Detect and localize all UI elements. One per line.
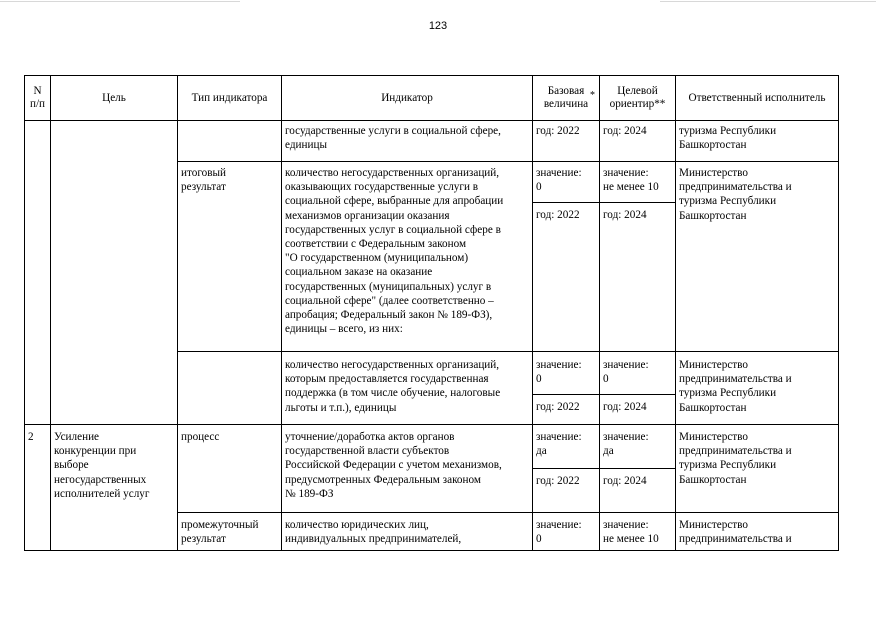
row5-executor: Министерство предпринимательства и [679,519,792,546]
grid-vline-target [675,75,676,551]
row2-base-year: год: 2022 [536,209,580,221]
row1-base-year: год: 2022 [536,125,580,137]
grid-hline-bottom [24,550,839,551]
header-base-value: Базовая величина [543,85,589,110]
grid-hline-row1-bottom [177,161,839,162]
row3-base-year: год: 2022 [536,401,580,413]
row4-executor: Министерство предпринимательства и туризма Республики Башкортостан [679,431,792,486]
scan-artifact-left [0,1,240,2]
row5-indicator-type: промежуточный результат [181,519,259,546]
header-base-footnote-mark: * [590,90,595,101]
grid-vline-type [281,75,282,551]
page-number: 123 [428,20,448,32]
row1-executor: туризма Республики Башкортостан [679,125,777,152]
row1-indicator: государственные услуги в социальной сфере, единицы [285,125,501,152]
row5-indicator: количество юридических лиц, индивидуальных предпринимателей, [285,519,462,546]
row4-base-year: год: 2022 [536,475,580,487]
row3-base-value: значение: 0 [536,359,582,386]
row3-executor: Министерство предпринимательства и туризма Республики Башкортостан [679,359,792,414]
grid-hline-row4-bottom [177,512,839,513]
grid-hline-row4-base-split [532,468,676,469]
row3-target-year: год: 2024 [603,401,647,413]
row4-indicator-type: процесс [181,431,220,443]
grid-hline-top [24,75,839,76]
header-goal: Цель [102,91,126,104]
header-num: N п/п [29,85,46,110]
grid-vline-left [24,75,25,551]
row4-num: 2 [28,431,34,443]
row5-base-value: значение: 0 [536,519,582,546]
row2-executor: Министерство предпринимательства и туризма Республики Башкортостан [679,167,792,222]
grid-vline-indicator [532,75,533,551]
row3-indicator: количество негосударственных организаций, которым предоставляется государственная поддержка (в том числе обучение, налоговые льготы и т.п.), единицы [285,359,501,414]
row1-target-year: год: 2024 [603,125,647,137]
header-indicator: Индикатор [381,91,433,104]
row2-target-year: год: 2024 [603,209,647,221]
grid-vline-num [50,75,51,551]
header-executor: Ответственный исполнитель [688,91,826,104]
scan-artifact-right [660,1,876,2]
grid-hline-row2-bottom [177,351,839,352]
header-indicator-type: Тип индикатора [191,91,268,104]
row5-target-value: значение: не менее 10 [603,519,659,546]
header-target: Целевой ориентир** [609,85,666,110]
row2-indicator: количество негосударственных организаций, оказывающих государственные услуги в социальной сфере, выбранные для апробации механизмов организации оказания государственных услуг в социальной сфере в соответствии с Федеральным законом "О государственном (муниципальном) социальном заказе на оказание государственных (муниципальных) услуг в социальной сфере" (далее соответственно – апробация; Федеральный закон № 189-ФЗ), единицы – всего, из них: [285,167,504,336]
row3-target-value: значение: 0 [603,359,649,386]
grid-hline-row3-bottom [24,424,839,425]
row2-indicator-type: итоговый результат [181,167,227,194]
row4-target-value: значение: да [603,431,649,458]
row2-target-value: значение: не менее 10 [603,167,659,194]
grid-vline-base [599,75,600,551]
grid-hline-row2-base-split [532,202,676,203]
row4-target-year: год: 2024 [603,475,647,487]
grid-hline-header-bottom [24,120,839,121]
row4-indicator: уточнение/доработка актов органов государственной власти субъектов Российской Федерации с учетом механизмов, предусмотренных Федеральным законом № 189-ФЗ [285,431,502,500]
grid-vline-right [838,75,839,551]
grid-vline-goal [177,75,178,551]
row4-base-value: значение: да [536,431,582,458]
row4-goal: Усиление конкуренции при выборе негосударственных исполнителей услуг [54,431,150,500]
row2-base-value: значение: 0 [536,167,582,194]
grid-hline-row3-base-split [532,394,676,395]
